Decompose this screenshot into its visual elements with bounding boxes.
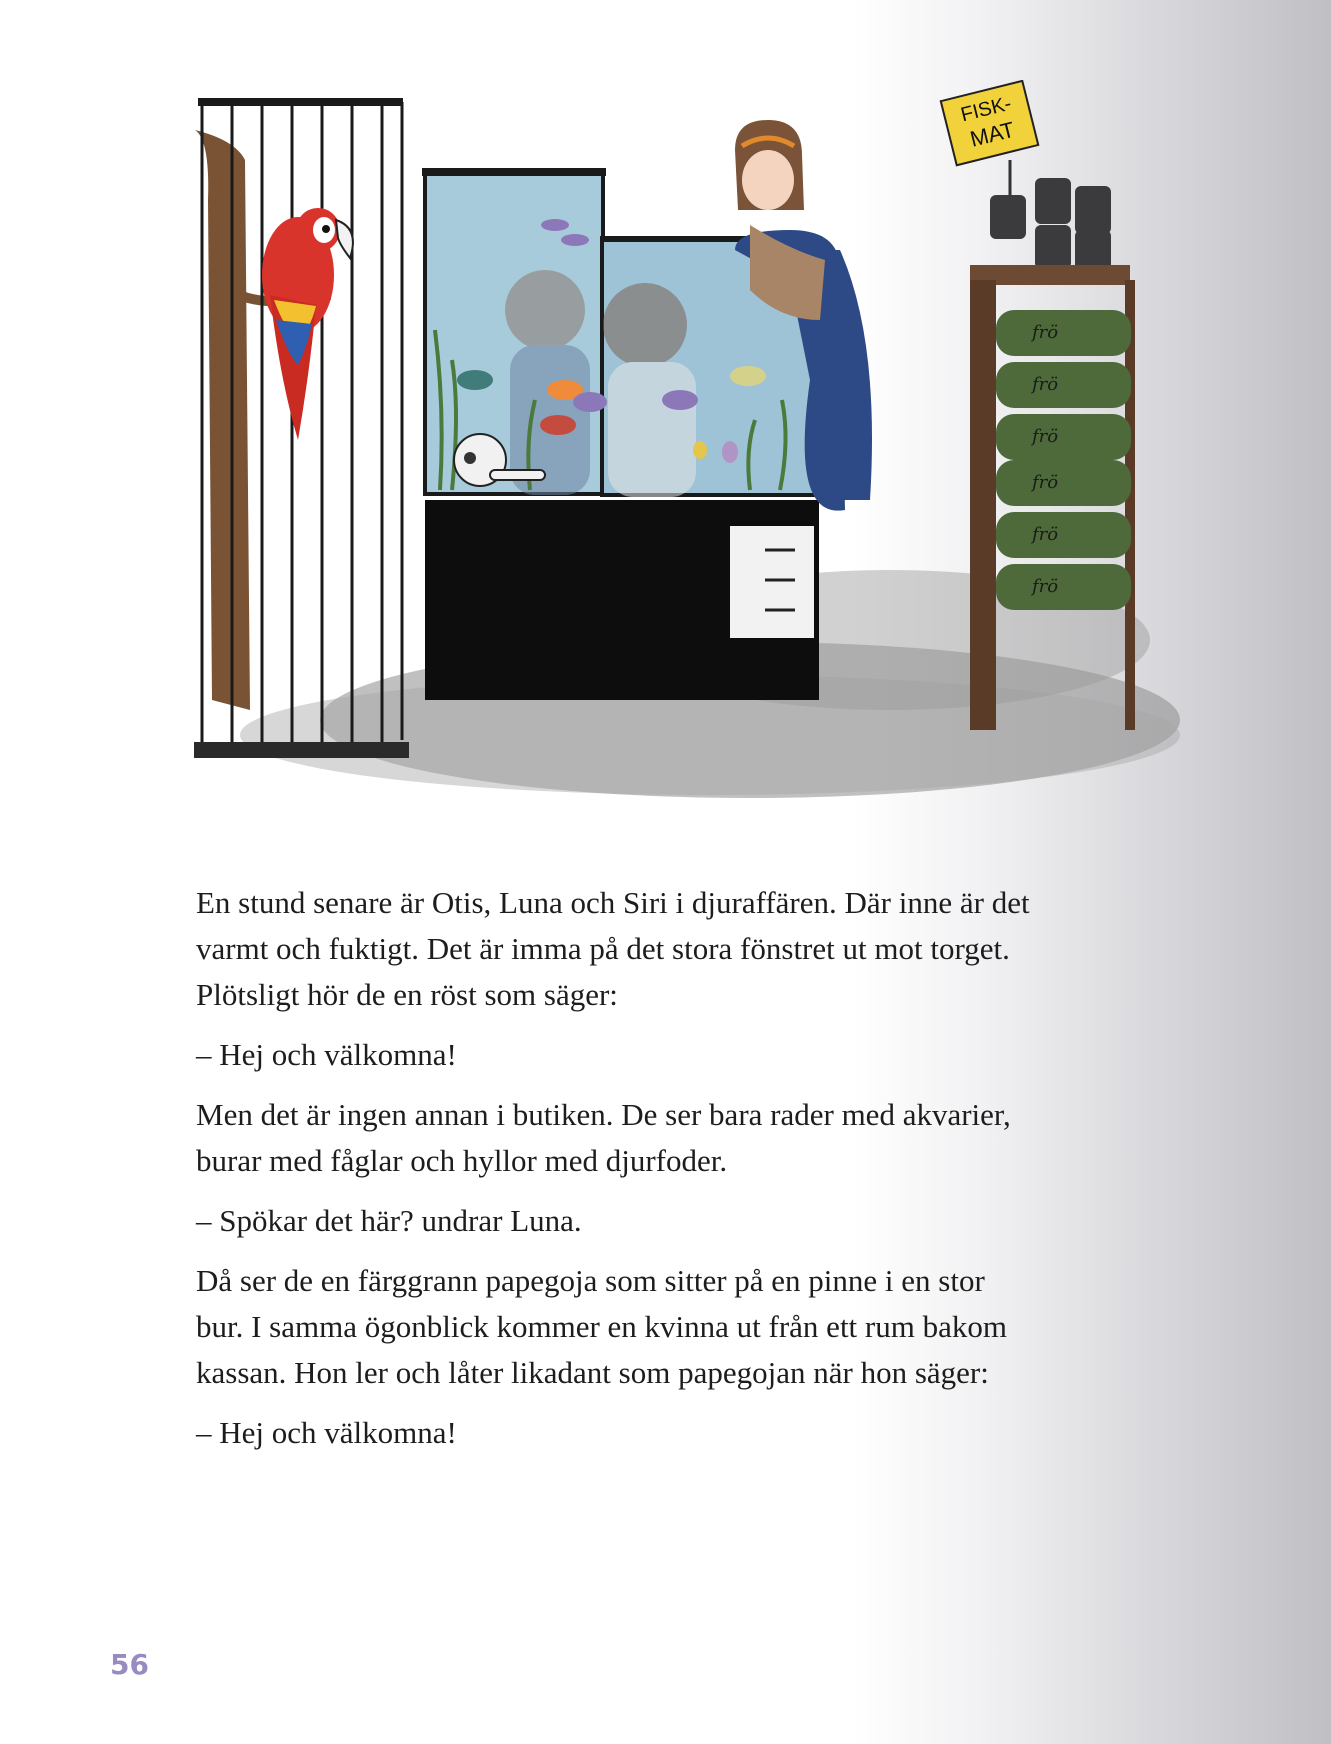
story-paragraph: En stund senare är Otis, Luna och Siri i djuraffären. Där inne är det varmt och fuktigt. Det är imma på det stora fönstret ut mot torget. Plötsligt hör de en röst som säger: bbox=[196, 885, 1030, 1012]
dialogue-line: – Hej och välkomna! bbox=[196, 1037, 457, 1072]
bag-label: frö bbox=[1032, 524, 1059, 545]
parrot bbox=[262, 208, 353, 440]
bag-label: frö bbox=[1032, 472, 1059, 493]
story-paragraph: Men det är ingen annan i butiken. De ser bara rader med akvarier, burar med fåglar och hyllor med djurfoder. bbox=[196, 1097, 1011, 1178]
sign-text-line1: FISK- bbox=[958, 92, 1014, 127]
bag-label: frö bbox=[1032, 576, 1059, 597]
bag-label: frö bbox=[1032, 426, 1059, 447]
dialogue-line: – Spökar det här? undrar Luna. bbox=[196, 1203, 582, 1238]
sign-text-line2: MAT bbox=[967, 116, 1018, 152]
bag-label: frö bbox=[1032, 322, 1059, 343]
bird-cage bbox=[194, 98, 409, 758]
pet-shop-illustration bbox=[190, 80, 1180, 840]
dialogue-line: – Hej och välkomna! bbox=[196, 1415, 457, 1450]
fish-food-cans bbox=[990, 178, 1111, 274]
fish-food-sign bbox=[941, 81, 1038, 200]
seed-bags bbox=[996, 310, 1131, 610]
story-paragraph: Då ser de en färggrann papegoja som sitter på en pinne i en stor bur. I samma ögonblick kommer en kvinna ut från ett rum bakom kassan. Hon ler och låter likadant som papegojan när hon säger: bbox=[196, 1263, 1007, 1390]
bag-label: frö bbox=[1032, 374, 1059, 395]
fish-info-card bbox=[730, 526, 814, 638]
page-number: 56 bbox=[110, 1648, 149, 1681]
story-text bbox=[196, 880, 1036, 1470]
